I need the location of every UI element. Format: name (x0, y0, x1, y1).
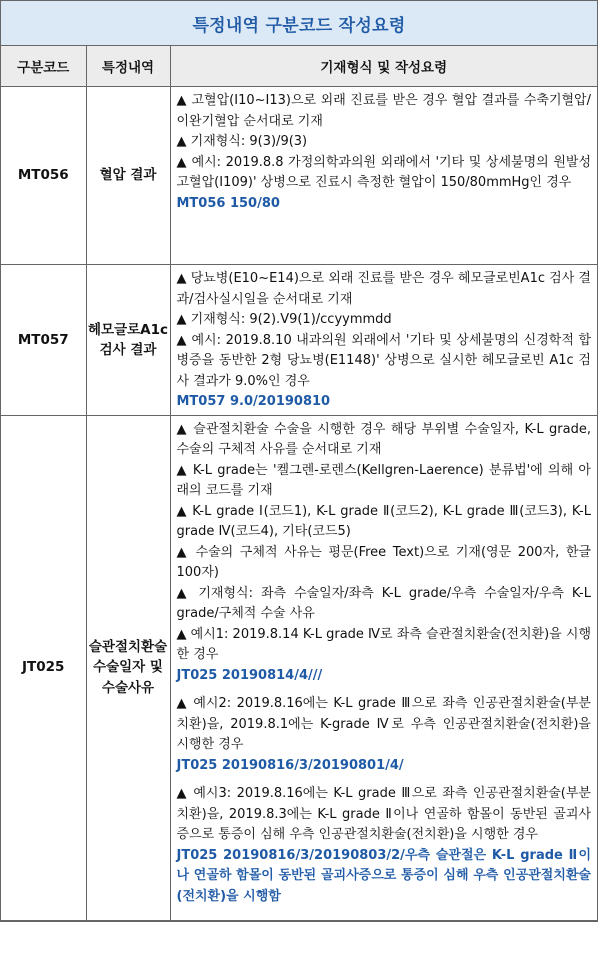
desc-line: ▲ K-L grade Ⅰ(코드1), K-L grade Ⅱ(코드2), K-L grade Ⅲ(코드3), K-L grade Ⅳ(코드4), 기타(코드5) (176, 503, 591, 539)
desc-line: ▲ K-L grade는 '켈그렌-로렌스(Kellgren-Laerence) 분류법'에 의해 아래의 코드를 기재 (176, 462, 591, 498)
header-name: 특정내역 (86, 46, 170, 87)
desc-line: ▲ 예시: 2019.8.10 내과의원 외래에서 '기타 및 상세불명의 신경학적 합병증을 동반한 2형 당뇨병(E1148)' 상병으로 실시한 헤모글로빈 A1c 검사 결과가 9.0%인 경우 (176, 332, 591, 389)
row-code: JT025 (1, 415, 86, 920)
table-row (1, 415, 597, 920)
row-description (170, 87, 597, 265)
desc-line: ▲ 기재형식: 좌측 수술일자/좌측 K-L grade/우측 수술일자/우측 K-L grade/구체적 수술 사유 (176, 585, 591, 621)
table-row (1, 265, 597, 416)
desc-line: ▲ 슬관절치환술 수술을 시행한 경우 해당 부위별 수술일자, K-L grade, 수술의 구체적 사유를 순서대로 기재 (176, 421, 591, 457)
desc-line: ▲ 기재형식: 9(2).V9(1)/ccyymmdd (176, 312, 392, 327)
row-name: 슬관절치환술 수술일자 및 수술사유 (86, 415, 170, 920)
row-code: MT056 (1, 87, 86, 265)
example-code: JT025 20190814/4/// (176, 667, 323, 683)
table-header-row (1, 46, 597, 87)
row-description (170, 265, 597, 416)
header-code: 구분코드 (1, 46, 86, 87)
code-table (1, 46, 597, 921)
desc-line: ▲ 기재형식: 9(3)/9(3) (176, 134, 308, 149)
row-name: 혈압 결과 (86, 87, 170, 265)
desc-line: ▲ 예시: 2019.8.8 가정의학과의원 외래에서 '기타 및 상세불명의 원발성 고혈압(I109)' 상병으로 진료시 측정한 혈압이 150/80mmHg인 경우 (176, 154, 591, 190)
desc-line: ▲ 예시1: 2019.8.14 K-L grade Ⅳ로 좌측 슬관절치환술(전치환)을 시행한 경우 (176, 626, 591, 662)
desc-line: ▲ 예시2: 2019.8.16에는 K-L grade Ⅲ으로 좌측 인공관절치환술(부분치환)을, 2019.8.1에는 K-grade Ⅳ로 우측 인공관절치환술(전치환)을 시행한 경우 (176, 696, 591, 752)
desc-line: ▲ 고혈압(I10~I13)으로 외래 진료를 받은 경우 혈압 결과를 수축기혈압/이완기혈압 순서대로 기재 (176, 93, 591, 129)
desc-line: ▲ 당뇨병(E10~E14)으로 외래 진료를 받은 경우 헤모글로빈A1c 검사 결과/검사실시일을 순서대로 기재 (176, 271, 591, 307)
example-code: JT025 20190816/3/20190801/4/ (176, 757, 404, 773)
desc-line: ▲ 수술의 구체적 사유는 평문(Free Text)으로 기재(영문 200자, 한글 100자) (176, 544, 591, 580)
example-code: MT057 9.0/20190810 (176, 394, 331, 409)
page-title: 특정내역 구분코드 작성요령 (1, 1, 597, 46)
desc-line: ▲ 예시3: 2019.8.16에는 K-L grade Ⅲ으로 좌측 인공관절치환술(부분치환)을, 2019.8.3에는 K-L grade Ⅱ이나 연골하 함몰이 동반된 골괴사증으로 통증이 심해 우측 인공관절치환술(전치환)을 시행한 경우 (176, 786, 591, 842)
row-code: MT057 (1, 265, 86, 416)
table-row (1, 87, 597, 265)
example-code: MT056 150/80 (176, 195, 280, 211)
row-description (170, 415, 597, 920)
row-name: 헤모글로A1c 검사 결과 (86, 265, 170, 416)
header-desc: 기재형식 및 작성요령 (170, 46, 597, 87)
example-code: JT025 20190816/3/20190803/2/우측 슬관절은 K-L grade Ⅱ이나 연골하 함몰이 동반된 골괴사증으로 통증이 심해 우측 인공관절치환술(전치환)을 시행함 (176, 847, 591, 904)
